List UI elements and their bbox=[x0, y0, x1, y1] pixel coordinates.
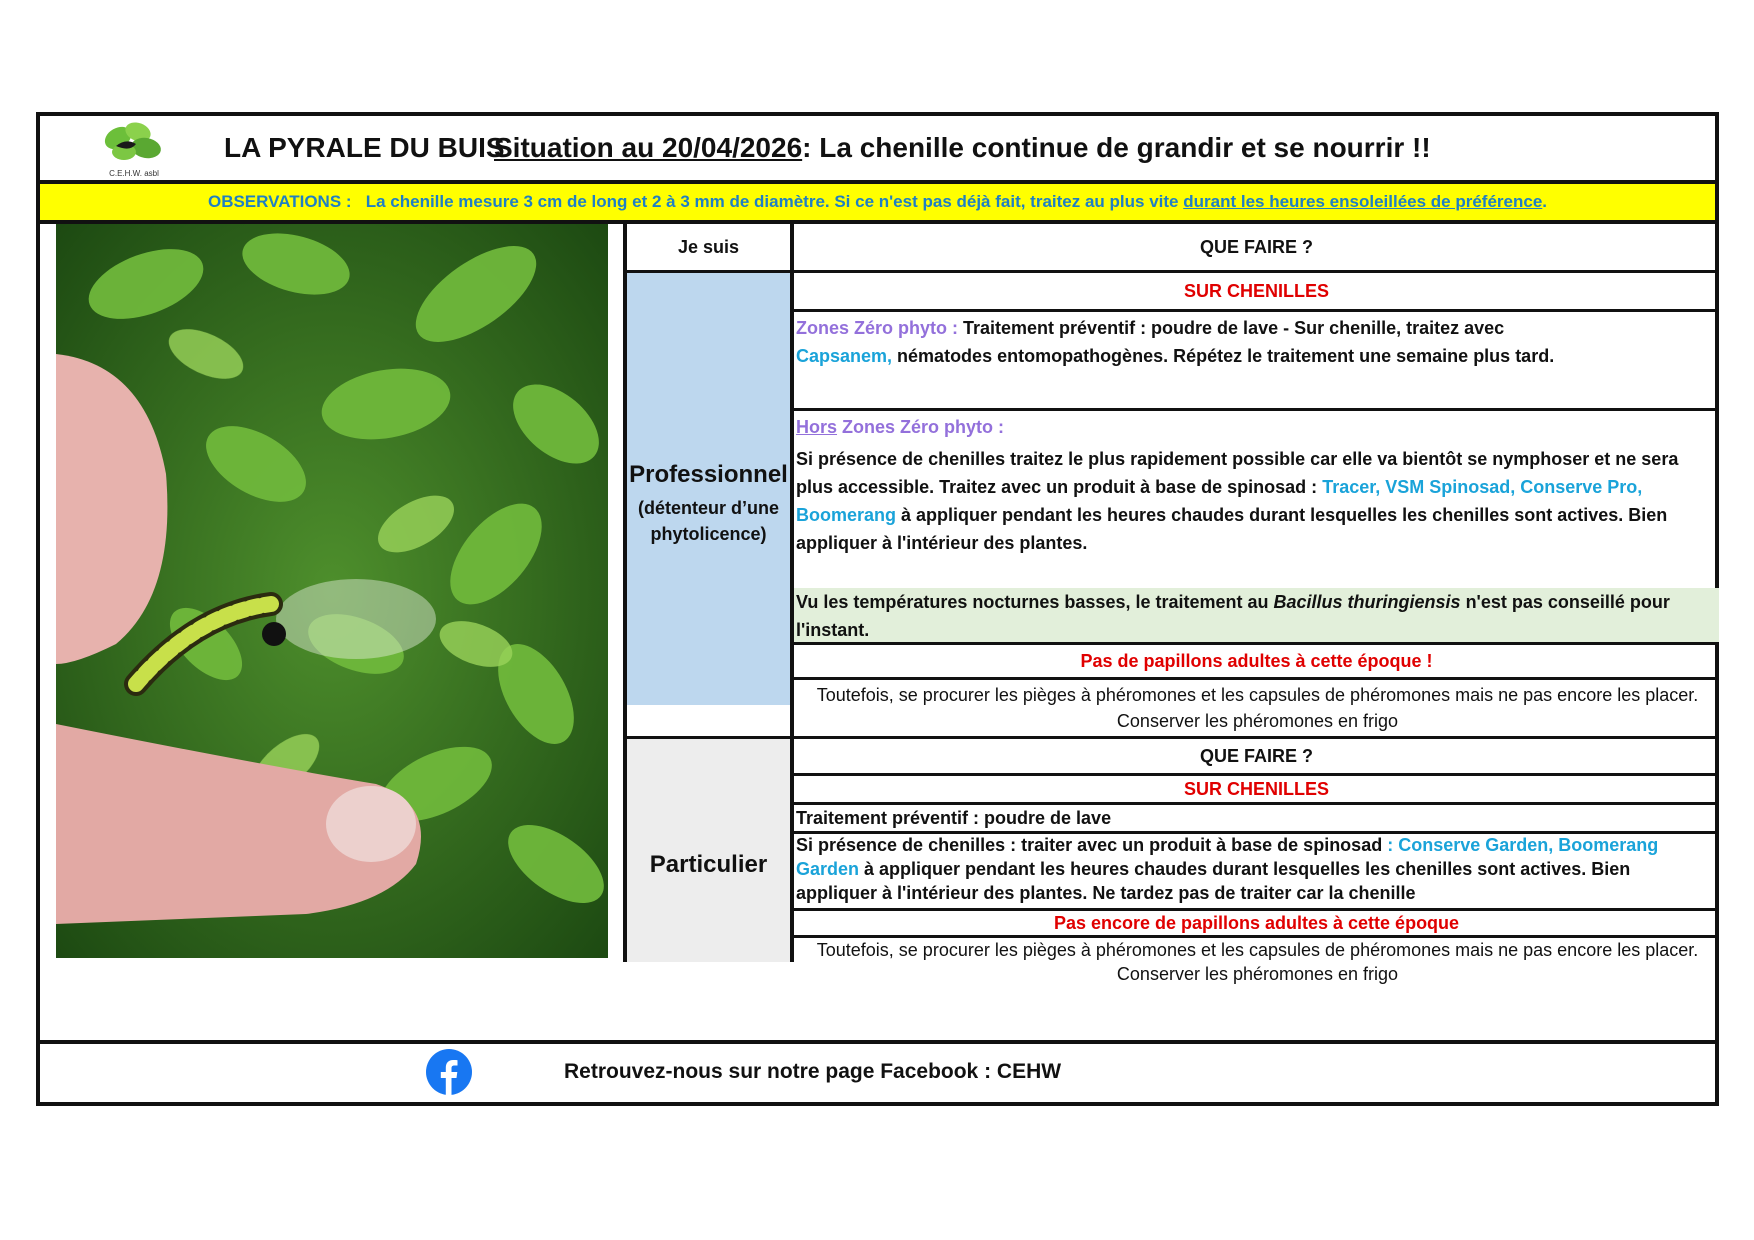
zones-text: Traitement préventif : poudre de lave - Sur chenille, traitez avec bbox=[963, 318, 1505, 338]
spinosad-text1: Si présence de chenilles : traiter avec un produit à base de spinosad bbox=[796, 835, 1388, 855]
divider bbox=[790, 677, 1715, 680]
part-spinosad bbox=[796, 833, 1716, 907]
part-title: Particulier bbox=[649, 851, 768, 878]
situation-heading bbox=[494, 132, 1431, 164]
observations-text: La chenille mesure 3 cm de long et 2 à 3 mm de diamètre. Si ce n'est pas déjà fait, traitez au plus vite bbox=[365, 192, 1179, 211]
footer-facebook-text[interactable]: Retrouvez-nous sur notre page Facebook : CEHW bbox=[564, 1060, 1062, 1083]
cehw-logo bbox=[96, 118, 172, 178]
part-preventif: Traitement préventif : poudre de lave bbox=[796, 808, 1112, 828]
pro-zones-zero-phyto bbox=[796, 314, 1716, 392]
zones-text2: nématodes entomopathogènes. Répétez le traitement une semaine plus tard. bbox=[892, 346, 1555, 366]
zones-colon: : bbox=[947, 318, 964, 338]
spinosad-products: : Conserve Garden, Boomerang Garden bbox=[796, 835, 1659, 879]
bt-text2: n'est pas conseillé pour l'instant. bbox=[796, 592, 1670, 640]
spinosad-text2: à appliquer pendant les heures chaudes durant lesquelles les chenilles sont actives. Bien appliquer à l'intérieur des plantes. Ne tardez pas de traiter car la chenille bbox=[796, 859, 1631, 903]
hors-label: Hors bbox=[796, 417, 838, 437]
observations-bar bbox=[40, 184, 1715, 220]
col-je-suis: Je suis bbox=[677, 237, 740, 257]
pro-papillons: Pas de papillons adultes à cette époque ! bbox=[1080, 651, 1433, 671]
observations-link: durant les heures ensoleillées de préférence bbox=[1183, 192, 1543, 211]
caterpillar-photo bbox=[56, 224, 608, 958]
hors-text2: à appliquer pendant les heures chaudes durant lesquelles les chenilles sont actives. Bien appliquer à l'intérieur des plantes. bbox=[796, 505, 1668, 553]
part-que-faire: QUE FAIRE ? bbox=[1199, 746, 1313, 766]
bt-text1: Vu les températures nocturnes basses, le traitement au bbox=[796, 592, 1274, 612]
hors-rest: Zones Zéro phyto : bbox=[837, 417, 1005, 437]
col-que-faire: QUE FAIRE ? bbox=[1199, 237, 1313, 257]
facebook-icon[interactable] bbox=[426, 1049, 472, 1095]
observations-end: . bbox=[1542, 192, 1548, 211]
pro-pheromones: Toutefois, se procurer les pièges à phéromones et les capsules de phéromones mais ne pas encore les placer. Conserver les phéromones en frigo bbox=[816, 685, 1699, 731]
bt-italic: Bacillus thuringiensis bbox=[1273, 592, 1461, 612]
pro-subtitle: (détenteur d’une phytolicence) bbox=[637, 498, 779, 544]
bulletin-frame bbox=[36, 112, 1719, 1106]
capsanem-product: Capsanem, bbox=[796, 346, 893, 366]
observations-label: OBSERVATIONS : bbox=[207, 192, 352, 211]
pro-hors-zones bbox=[796, 413, 1716, 563]
divider bbox=[790, 309, 1715, 312]
part-pheromones: Toutefois, se procurer les pièges à phéromones et les capsules de phéromones mais ne pas encore les placer. Conserver les phéromones en frigo bbox=[816, 940, 1699, 984]
page-title: LA PYRALE DU BUIS bbox=[224, 132, 505, 163]
boxwood-caterpillar-image bbox=[56, 224, 608, 958]
situation-text: : La chenille continue de grandir et se nourrir !! bbox=[802, 132, 1431, 163]
divider bbox=[790, 408, 1715, 411]
pro-sur-chenilles: SUR CHENILLES bbox=[1183, 281, 1329, 301]
hors-text1: Si présence de chenilles traitez le plus rapidement possible car elle va bientôt se nymphoser et ne sera plus accessible. Traitez avec un produit à base de spinosad : bbox=[796, 449, 1679, 497]
situation-date: Situation au 20/04/2026 bbox=[494, 132, 803, 163]
pro-bacillus-row bbox=[794, 588, 1719, 642]
pro-column bbox=[627, 273, 790, 705]
pro-title: Professionnel bbox=[629, 461, 788, 488]
zones-label: Zones Zéro phyto bbox=[796, 318, 948, 338]
leaf-logo-icon bbox=[96, 118, 172, 166]
divider bbox=[40, 1040, 1715, 1044]
part-papillons: Pas encore de papillons adultes à cette époque bbox=[1053, 913, 1460, 933]
part-sur-chenilles: SUR CHENILLES bbox=[1183, 779, 1329, 799]
hors-products: Tracer, VSM Spinosad, Conserve Pro, Boomerang bbox=[796, 477, 1643, 525]
logo-text: C.E.H.W. asbl bbox=[109, 169, 159, 178]
part-column bbox=[627, 739, 790, 962]
